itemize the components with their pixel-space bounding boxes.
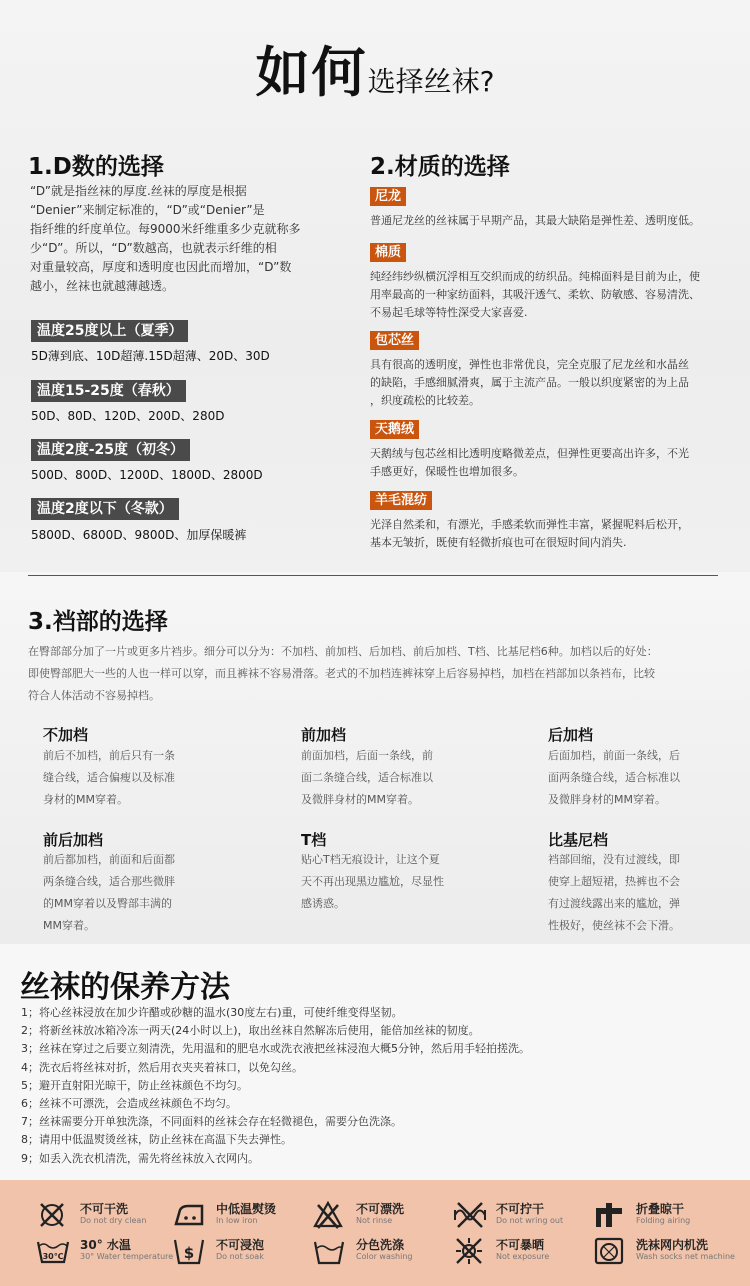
material-line: 纯经纬纱纵横沉浮相互交织而成的纺织品。纯棉面料是目前为止，使 [370, 270, 700, 283]
crotch-type-description [43, 849, 201, 937]
care-symbol [36, 1234, 174, 1266]
material-text-cotton [370, 268, 730, 322]
symbol-label-en: Not exposure [496, 1252, 550, 1261]
care-symbol [452, 1234, 587, 1266]
crotch-desc-line: 前面加档，后面一条线，前 [301, 749, 433, 762]
care-symbol [312, 1198, 447, 1230]
crotch-desc-line: 缝合线，适合偏瘦以及标准 [43, 771, 175, 784]
care-symbol [592, 1234, 742, 1266]
material-text-nylon [370, 212, 730, 230]
symbol-label: 不可暴晒 [496, 1238, 545, 1252]
crotch-desc-line: 面两条缝合线，适合标准以 [548, 771, 680, 784]
denier-line: “D”就是指丝袜的厚度.丝袜的厚度是根据 [30, 184, 247, 198]
crotch-heading: 3.裆部的选择 [28, 609, 168, 635]
crotch-desc-line: 两条缝合线，适合那些微胖 [43, 875, 175, 888]
care-item: 9；如丢入洗衣机清洗，需先将丝袜放入衣网内。 [21, 1151, 259, 1165]
care-item: 4；洗衣后将丝袜对折，然后用衣夹夹着袜口，以免勾丝。 [21, 1060, 303, 1074]
symbol-label: 30° 水温 [80, 1238, 131, 1252]
crotch-type-title: T档 [301, 831, 327, 849]
fold-dry-icon [592, 1200, 626, 1230]
temp-label-winter: 温度2度以下（冬款） [31, 498, 179, 520]
crotch-type-title: 前加档 [301, 726, 347, 744]
temp-label-early-winter: 温度2度-25度（初冬） [31, 439, 190, 461]
no-bleach-icon [312, 1200, 344, 1230]
material-line: ，织度疏松的比较差。 [370, 394, 480, 407]
wash-temperature-mark: 30℃ [42, 1252, 64, 1261]
care-item: 1；将心丝袜浸放在加少许醋或砂糖的温水(30度左右)重，可使纤维变得坚韧。 [21, 1006, 403, 1019]
crotch-desc-line: 面二条缝合线，适合标准以 [301, 771, 433, 784]
care-item: 8；请用中低温熨烫丝袜，防止丝袜在高温下失去弹性。 [21, 1133, 292, 1147]
symbol-label: 折叠晾干 [636, 1202, 685, 1216]
symbol-label-en: 30° Water temperature [80, 1252, 174, 1261]
symbol-label-en: Do not soak [216, 1252, 264, 1261]
crotch-intro-line: 在臀部部分加了一片或更多片裆步。细分可以分为：不加档、前加档、后加档、前后加档、T档、比基尼档6种。加档以后的好处： [28, 645, 658, 658]
crotch-type-title: 前后加档 [43, 831, 104, 849]
crotch-desc-line: 后面加档，前面一条线，后 [548, 749, 680, 762]
no-dry-clean-icon [36, 1200, 68, 1230]
temp-values-spring-autumn: 50D、80D、120D、200D、280D [31, 409, 225, 423]
symbol-label-en: Wash socks net machine [636, 1252, 735, 1261]
crotch-type-description [301, 849, 459, 915]
care-item: 2；将新丝袜放冰箱冷冻一两天(24小时以上)，取出丝袜自然解冻后使用，能倍加丝袜的韧度。 [21, 1024, 480, 1038]
material-line: 手感更好，保暖性也增加很多。 [370, 465, 524, 478]
crotch-type-title: 比基尼档 [548, 831, 609, 849]
denier-heading: 1.D数的选择 [28, 154, 164, 180]
crotch-desc-line: MM穿着。 [43, 919, 95, 932]
temp-values-early-winter: 500D、800D、1200D、1800D、2800D [31, 468, 263, 482]
denier-line: 越小，丝袜也就越薄越透。 [30, 279, 175, 293]
material-line: 用率最高的一种家纺面料，其吸汗透气、柔软、防敏感、容易清洗、 [370, 288, 700, 301]
care-symbol [172, 1198, 307, 1230]
material-tag-cotton: 棉质 [370, 243, 406, 262]
page-title [0, 30, 750, 107]
material-tag-velvet: 天鹅绒 [370, 420, 419, 439]
crotch-desc-line: 天不再出现黑边尴尬，尽显性 [301, 875, 444, 888]
care-list [21, 1004, 530, 1168]
care-symbol [172, 1234, 307, 1266]
care-item: 3；丝袜在穿过之后要立刻清洗，先用温和的肥皂水或洗衣液把丝袜浸泡大概5分钟，然后用手轻拍搓洗。 [21, 1042, 530, 1056]
crotch-desc-line: 的MM穿着以及臀部丰满的 [43, 897, 172, 910]
symbol-label-en: Color washing [356, 1252, 413, 1261]
symbol-label: 不可干洗 [80, 1202, 129, 1216]
denier-line: 少“D”。所以，“D”数越高，也就表示纤维的相 [30, 241, 277, 255]
symbol-label: 不可漂洗 [356, 1202, 405, 1216]
crotch-desc-line: 感诱惑。 [301, 897, 345, 910]
material-line: 光泽自然柔和，有漂光，手感柔软而弹性丰富，紧握呢料后松开， [370, 518, 689, 531]
crotch-desc-line: 身材的MM穿着。 [43, 793, 128, 806]
care-symbols-bar [0, 1180, 750, 1286]
page-title-big: 如何 [255, 41, 368, 104]
crotch-desc-line: 裆部回缩，没有过渡线，即 [548, 853, 680, 866]
color-wash-icon [312, 1236, 346, 1266]
denier-line: 对重量较高，厚度和透明度也因此而增加，“D”数 [30, 260, 292, 274]
symbol-label: 分色洗涤 [356, 1238, 405, 1252]
no-sun-icon [452, 1236, 486, 1266]
symbol-label: 洗袜网内机洗 [636, 1238, 709, 1252]
material-line: 的缺陷，手感细腻滑爽，属于主流产品。一般以织度紧密的为上品 [370, 376, 689, 389]
crotch-type-title: 不加档 [43, 726, 89, 744]
symbol-label: 中低温熨烫 [216, 1202, 277, 1216]
care-symbol [592, 1198, 732, 1230]
symbol-label-en: Do not wring out [496, 1216, 564, 1225]
crotch-type-description [548, 745, 706, 811]
temp-values-summer: 5D薄到底、10D超薄.15D超薄、20D、30D [31, 349, 270, 363]
crotch-desc-line: 及微胖身材的MM穿着。 [548, 793, 666, 806]
crotch-desc-line: 前后都加档，前面和后面都 [43, 853, 175, 866]
section-divider [28, 575, 718, 576]
care-symbol [312, 1234, 447, 1266]
material-line: 普通尼龙丝的丝袜属于早期产品，其最大缺陷是弹性差、透明度低。 [370, 214, 700, 227]
no-soak-icon [172, 1236, 206, 1266]
symbol-label: 不可浸泡 [216, 1238, 265, 1252]
crotch-type-description [548, 849, 706, 937]
care-item: 7；丝袜需要分开单独洗涤，不同面料的丝袜会存在轻微褪色，需要分色洗涤。 [21, 1115, 402, 1129]
care-symbol [36, 1198, 171, 1230]
symbol-label-en: Not rinse [356, 1216, 393, 1225]
crotch-type-description [43, 745, 201, 811]
denier-line: 指纤维的纤度单位。每9000米纤维重多少克就称多 [30, 222, 301, 236]
material-line: 不易起毛球等特性深受大家喜爱. [370, 306, 528, 319]
symbol-label: 不可拧干 [496, 1202, 545, 1216]
crotch-desc-line: 使穿上超短裙，热裤也不会 [548, 875, 680, 888]
temp-label-spring-autumn: 温度15-25度（春秋） [31, 380, 186, 402]
crotch-intro-line: 即使臀部肥大一些的人也一样可以穿，而且裤袜不容易滑落。老式的不加档连裤袜穿上后容易掉档，加档在裆部加以条裆布，比较 [28, 667, 655, 680]
crotch-intro [28, 641, 728, 707]
svg-text:$: $ [183, 1244, 195, 1262]
crotch-type-title: 后加档 [548, 726, 594, 744]
crotch-intro-line: 符合人体活动不容易掉档。 [28, 689, 160, 702]
crotch-desc-line: 性极好，使丝袜不会下滑。 [548, 919, 680, 932]
page-title-small: 选择丝袜? [367, 65, 495, 98]
iron-low-icon [172, 1200, 208, 1230]
care-item: 6；丝袜不可漂洗，会造成丝袜颜色不均匀。 [21, 1097, 237, 1111]
symbol-label-en: In low iron [216, 1216, 258, 1225]
denier-line: “Denier”来制定标准的，“D”或“Denier”是 [30, 203, 265, 217]
symbol-label-en: Do not dry clean [80, 1216, 147, 1225]
care-symbol [452, 1198, 587, 1230]
material-text-velvet [370, 445, 730, 481]
denier-description [30, 182, 330, 296]
wash-30-icon [36, 1236, 70, 1266]
crotch-desc-line: 贴心T档无痕设计，让这个夏 [301, 853, 440, 866]
material-text-core-spun [370, 356, 730, 410]
no-wring-icon [452, 1200, 488, 1230]
material-tag-core-spun: 包芯丝 [370, 331, 419, 350]
care-item: 5；避开直射阳光晾干，防止丝袜颜色不均匀。 [21, 1078, 248, 1092]
net-machine-wash-icon [592, 1236, 626, 1266]
care-heading: 丝袜的保养方法 [20, 970, 230, 1005]
crotch-desc-line: 有过渡线露出来的尴尬，弹 [548, 897, 680, 910]
material-line: 基本无皱折，既使有轻微折痕也可在很短时间内消失. [370, 536, 627, 549]
crotch-desc-line: 前后不加档，前后只有一条 [43, 749, 175, 762]
symbol-label-en: Folding airing [636, 1216, 691, 1225]
temp-values-winter: 5800D、6800D、9800D、加厚保暖裤 [31, 528, 247, 542]
material-text-wool-blend [370, 516, 730, 552]
material-tag-nylon: 尼龙 [370, 187, 406, 206]
crotch-desc-line: 及微胖身材的MM穿着。 [301, 793, 419, 806]
material-line: 天鹅绒与包芯丝相比透明度略微差点，但弹性更要高出许多，不光 [370, 447, 689, 460]
temp-label-summer: 温度25度以上（夏季） [31, 320, 188, 342]
material-line: 具有很高的透明度，弹性也非常优良，完全克服了尼龙丝和水晶丝 [370, 358, 689, 371]
material-tag-wool-blend: 羊毛混纺 [370, 491, 432, 510]
material-heading: 2.材质的选择 [370, 154, 510, 180]
crotch-type-description [301, 745, 459, 811]
